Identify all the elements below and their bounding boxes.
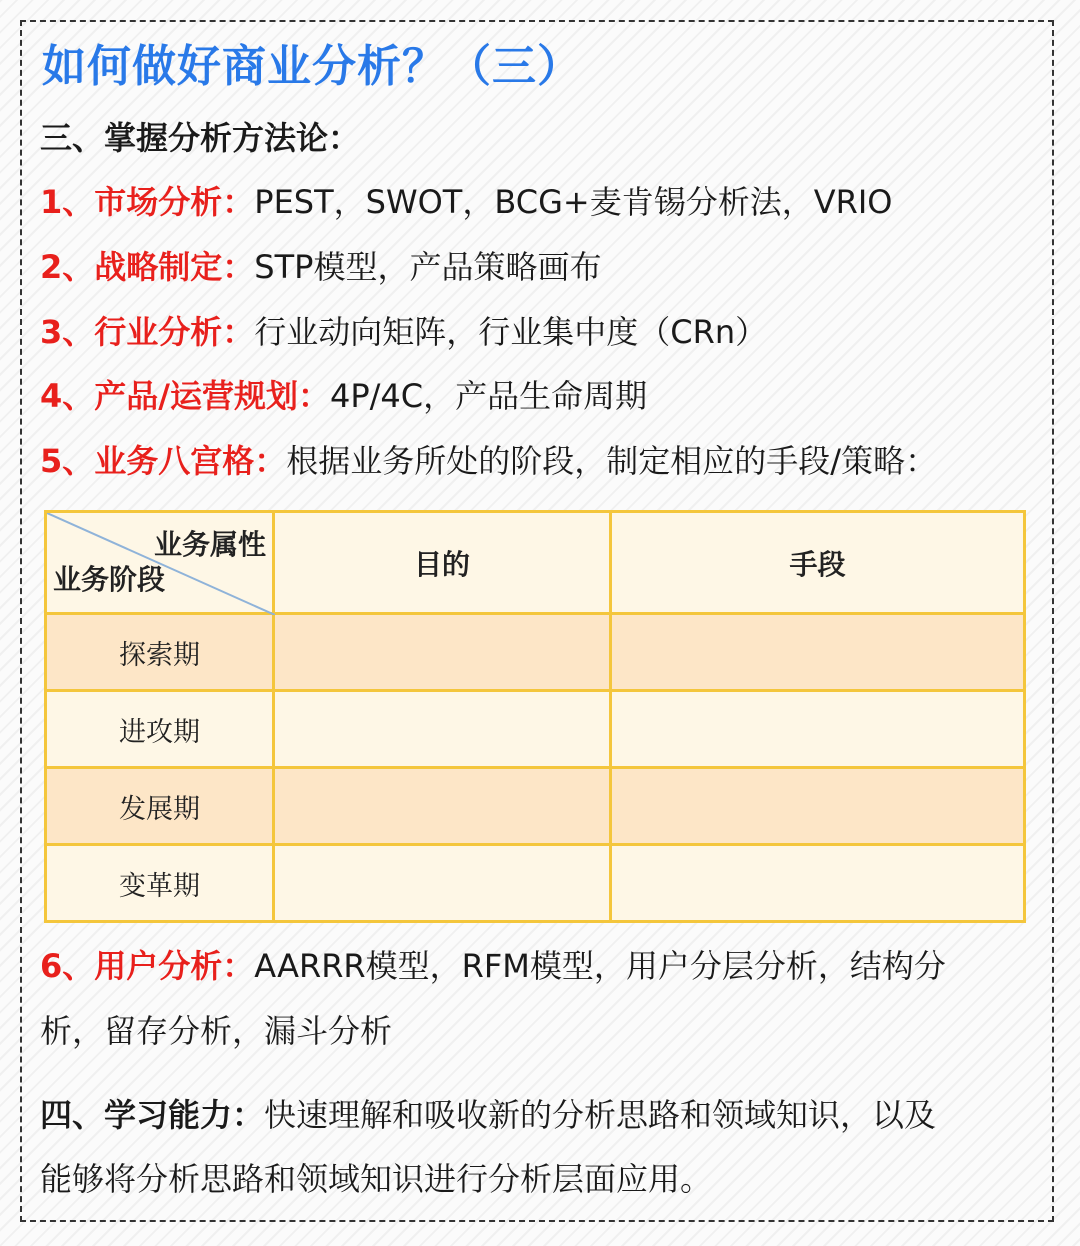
- item-label: 4、产品/运营规划：: [40, 377, 330, 415]
- page-title: 如何做好商业分析？（三）: [42, 41, 582, 92]
- item-label: 1、市场分析：: [40, 183, 255, 221]
- table-cell-purpose: [275, 692, 612, 769]
- section-4-text: 快速理解和吸收新的分析思路和领域知识，以及: [264, 1096, 937, 1134]
- table-row-stage: 探索期: [47, 615, 275, 692]
- table-cell-means: [612, 615, 1023, 692]
- item-user-analysis: [40, 946, 946, 986]
- item-market-analysis: [40, 182, 892, 222]
- table-row-stage: 进攻期: [47, 692, 275, 769]
- item-label: 5、业务八宫格：: [40, 442, 287, 480]
- item-strategy: [40, 247, 601, 287]
- table-cell-purpose: [275, 769, 612, 846]
- table-row-stage: 发展期: [47, 769, 275, 846]
- table-corner-cell: [47, 513, 275, 615]
- section-4: [40, 1095, 936, 1135]
- item-text: AARRR模型，RFM模型，用户分层分析，结构分: [254, 947, 946, 985]
- section-3-heading: 三、掌握分析方法论：: [40, 119, 361, 157]
- item-text: PEST，SWOT，BCG+麦肯锡分析法，VRIO: [254, 183, 893, 221]
- corner-stage-label: 业务阶段: [53, 563, 166, 596]
- column-header-means: 手段: [612, 513, 1023, 615]
- table-cell-means: [612, 846, 1023, 920]
- corner-attribute-label: 业务属性: [153, 528, 266, 561]
- item-text: 根据业务所处的阶段，制定相应的手段/策略：: [286, 442, 938, 480]
- item-label: 6、用户分析：: [40, 947, 255, 985]
- item-user-analysis-continued: 析，留存分析，漏斗分析: [40, 1012, 393, 1050]
- table-cell-purpose: [275, 846, 612, 920]
- item-text: STP模型，产品策略画布: [254, 248, 602, 286]
- section-4-heading: 四、学习能力：: [40, 1096, 265, 1134]
- table-cell-means: [612, 692, 1023, 769]
- business-stage-table: [44, 510, 1026, 923]
- item-industry-analysis: [40, 312, 767, 352]
- item-product-operations: [40, 376, 647, 416]
- item-business-grid: [40, 441, 937, 481]
- column-header-purpose: 目的: [275, 513, 612, 615]
- table-cell-means: [612, 769, 1023, 846]
- section-4-continued: 能够将分析思路和领域知识进行分析层面应用。: [40, 1160, 713, 1198]
- table-row-stage: 变革期: [47, 846, 275, 920]
- item-label: 3、行业分析：: [40, 313, 255, 351]
- item-text: 4P/4C，产品生命周期: [329, 377, 648, 415]
- item-label: 2、战略制定：: [40, 248, 255, 286]
- item-text: 行业动向矩阵，行业集中度（CRn）: [254, 313, 768, 351]
- table-cell-purpose: [275, 615, 612, 692]
